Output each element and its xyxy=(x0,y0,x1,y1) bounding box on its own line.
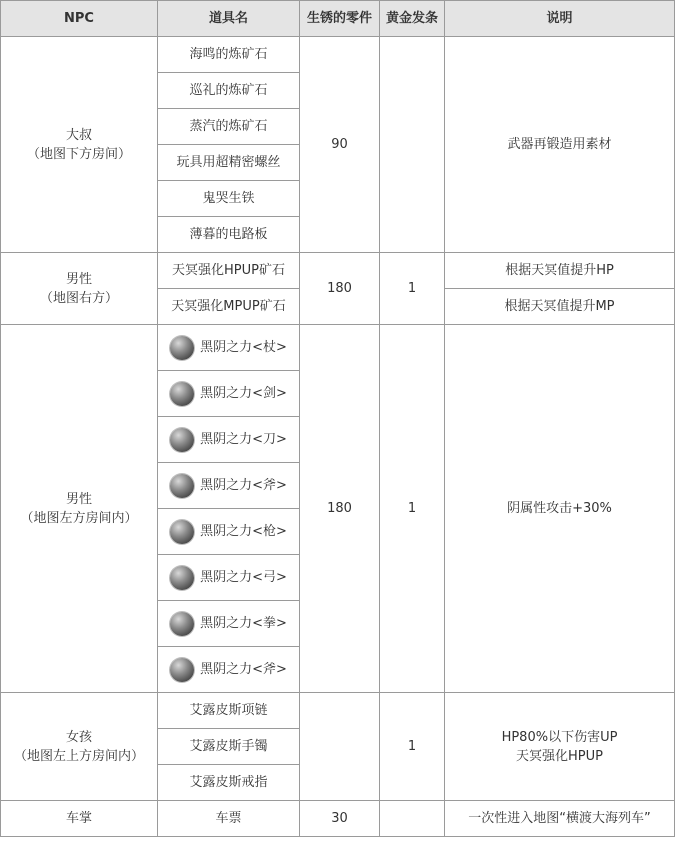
dark-ore-icon xyxy=(170,612,194,636)
item-cell xyxy=(158,601,300,647)
item-name: 艾露皮斯戒指 xyxy=(158,765,300,801)
description-line: HP80%以下伤害UP xyxy=(501,729,618,745)
item-cell xyxy=(158,647,300,693)
npc-location: （地图左上方房间内） xyxy=(13,748,144,764)
description-line: 天冥强化HPUP xyxy=(516,748,603,764)
item-name: 薄暮的电路板 xyxy=(158,217,300,253)
table-row xyxy=(1,801,675,837)
npc-location: （地图下方房间） xyxy=(26,146,131,162)
golden-spring-value: 1 xyxy=(380,693,445,801)
description-cell xyxy=(445,693,675,801)
npc-cell xyxy=(1,325,158,693)
item-name: 玩具用超精密螺丝 xyxy=(158,145,300,181)
table-row xyxy=(1,253,675,289)
header-item-name: 道具名 xyxy=(158,1,300,37)
npc-name: 男性 xyxy=(65,491,92,507)
header-rusty-parts: 生锈的零件 xyxy=(300,1,380,37)
npc-cell xyxy=(1,693,158,801)
item-name: 鬼哭生铁 xyxy=(158,181,300,217)
rusty-parts-value: 180 xyxy=(300,253,380,325)
description-cell: 根据天冥值提升MP xyxy=(445,289,675,325)
item-cell xyxy=(158,371,300,417)
item-cell xyxy=(158,417,300,463)
item-name: 黑阴之力<杖> xyxy=(200,340,287,355)
item-cell xyxy=(158,555,300,601)
npc-name: 男性 xyxy=(65,271,92,287)
npc-name: 大叔 xyxy=(65,127,92,143)
npc-cell xyxy=(1,37,158,253)
header-golden-spring: 黄金发条 xyxy=(380,1,445,37)
dark-ore-icon xyxy=(170,428,194,452)
item-name: 黑阴之力<枪> xyxy=(200,524,287,539)
item-name: 车票 xyxy=(158,801,300,837)
header-description: 说明 xyxy=(445,1,675,37)
npc-location: （地图右方） xyxy=(39,290,118,306)
dark-ore-icon xyxy=(170,520,194,544)
item-name: 蒸汽的炼矿石 xyxy=(158,109,300,145)
golden-spring-value: 1 xyxy=(380,253,445,325)
item-name: 海鸣的炼矿石 xyxy=(158,37,300,73)
npc-name: 车掌 xyxy=(65,811,92,826)
table-row xyxy=(1,325,675,371)
item-cell xyxy=(158,509,300,555)
header-npc: NPC xyxy=(1,1,158,37)
dark-ore-icon xyxy=(170,474,194,498)
item-name: 黑阴之力<弓> xyxy=(200,570,287,585)
npc-location: （地图左方房间内） xyxy=(20,510,138,526)
rusty-parts-value: 180 xyxy=(300,325,380,693)
item-name: 黑阴之力<斧> xyxy=(200,478,287,493)
item-name: 巡礼的炼矿石 xyxy=(158,73,300,109)
dark-ore-icon xyxy=(170,336,194,360)
description-cell: 阴属性攻击+30% xyxy=(445,325,675,693)
rusty-parts-value: 30 xyxy=(300,801,380,837)
item-cell xyxy=(158,325,300,371)
item-name: 艾露皮斯手镯 xyxy=(158,729,300,765)
item-name: 天冥强化MPUP矿石 xyxy=(158,289,300,325)
rusty-parts-value: 90 xyxy=(300,37,380,253)
rusty-parts-value xyxy=(300,693,380,801)
dark-ore-icon xyxy=(170,382,194,406)
description-cell: 一次性进入地图“横渡大海列车” xyxy=(445,801,675,837)
item-name: 黑阴之力<拳> xyxy=(200,616,287,631)
golden-spring-value xyxy=(380,801,445,837)
golden-spring-value: 1 xyxy=(380,325,445,693)
description-cell: 根据天冥值提升HP xyxy=(445,253,675,289)
npc-cell xyxy=(1,253,158,325)
table-row xyxy=(1,37,675,73)
item-name: 黑阴之力<剑> xyxy=(200,386,287,401)
item-name: 艾露皮斯项链 xyxy=(158,693,300,729)
dark-ore-icon xyxy=(170,566,194,590)
npc-cell xyxy=(1,801,158,837)
npc-name: 女孩 xyxy=(65,729,92,745)
item-name: 黑阴之力<斧> xyxy=(200,662,287,677)
item-name: 黑阴之力<刀> xyxy=(200,432,287,447)
dark-ore-icon xyxy=(170,658,194,682)
item-name: 天冥强化HPUP矿石 xyxy=(158,253,300,289)
item-cell xyxy=(158,463,300,509)
header-row xyxy=(1,1,675,37)
description-cell: 武器再锻造用素材 xyxy=(445,37,675,253)
table-row xyxy=(1,693,675,729)
golden-spring-value xyxy=(380,37,445,253)
